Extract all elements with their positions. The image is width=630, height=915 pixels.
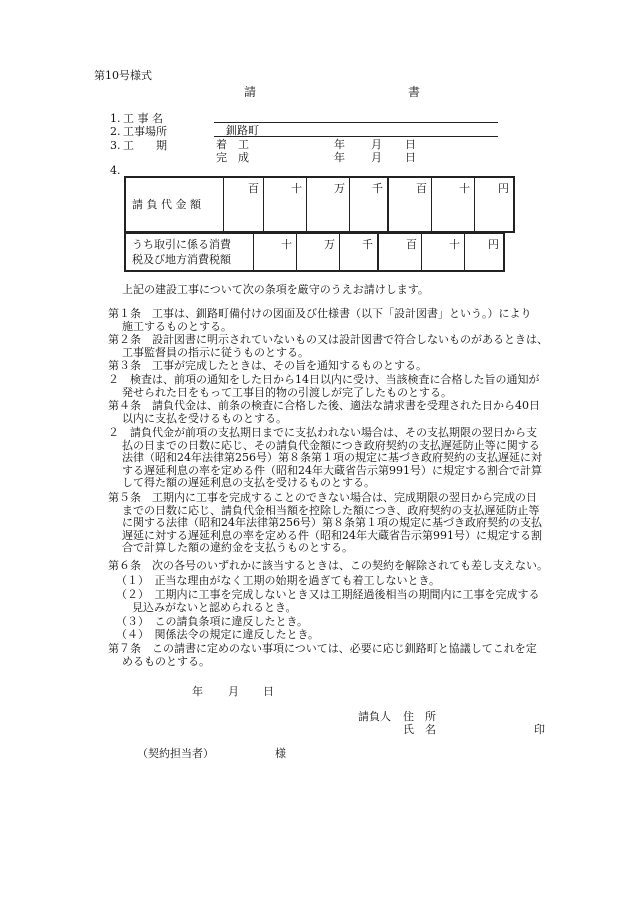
contract-amount-label: 請 負 代 金 額 [125, 177, 224, 232]
seal-mark: 印 [534, 723, 545, 736]
period-start-month: 月 [371, 138, 382, 151]
signer-name-label: 氏 名 [403, 723, 436, 736]
signer-address-label: 住 所 [403, 710, 436, 723]
sub-item-4: （４） 関係法令の規定に違反したとき。 [116, 628, 320, 641]
tax-unit-juu-man: 十 [254, 233, 297, 271]
article-5-line-2: までの日数に応じ、請負代金相当額を控除した額につき、政府契約の支払遅延防止等 [122, 503, 540, 517]
article-3-line-1: 第３条 工事が完成したときは、その旨を通知するものとする。 [108, 359, 427, 372]
article-4-p2-line-5: して得た額の遅延利息の支払を受けるものとする。 [122, 476, 375, 489]
tax-unit-sen: 千 [340, 233, 379, 271]
unit-juu: 十 [432, 177, 475, 232]
article-5-line-5: 合で計算した額の違約金を支払うものとする。 [122, 541, 353, 554]
article-3-p2-line-2: 発せられた日をもって工事目的物の引渡しが完了したものとする。 [122, 385, 452, 399]
article-4-p2-line-1: ２ 請負代金が前項の支払期日までに支払われない場合は、その支払期限の翌日から支 [108, 426, 537, 439]
period-end-day: 日 [405, 151, 416, 164]
article-5-line-3: に関する法律（昭和24年法律第256号）第８条第１項の規定に基づき政府契約の支払 [122, 516, 542, 529]
item-3-label: 工 期 [123, 139, 167, 152]
period-start-day: 日 [405, 138, 416, 151]
item-1-label: 工 事 名 [123, 112, 163, 125]
article-4-p2-line-2: 払の日までの日数に応じ、その請負代金額につき政府契約の支払遅延防止等に関する [122, 438, 540, 452]
period-end-label: 完 成 [216, 151, 249, 164]
date-month: 月 [228, 685, 239, 698]
article-5-line-1: 第５条 工期内に工事を完成することのできない場合は、完成期限の翌日から完成の日 [108, 491, 537, 504]
unit-man: 万 [307, 177, 350, 232]
consumption-tax-label-line1: うち取引に係る消費 [132, 238, 231, 251]
article-1-line-1: 第１条 工事は、釧路町備付けの図面及び仕様書（以下「設計図書」という。）により [108, 307, 532, 320]
project-name-line [214, 122, 498, 123]
consumption-tax-table [124, 232, 505, 272]
article-4-line-2: 以内に支払を受けるものとする。 [122, 411, 287, 425]
contract-officer-honorific: 様 [275, 747, 286, 760]
period-start-label: 着 工 [216, 138, 249, 151]
consumption-tax-label-line2: 税及び地方消費税額 [132, 253, 231, 266]
project-location-value: 釧路町 [226, 124, 259, 137]
tax-unit-juu: 十 [422, 233, 465, 271]
item-2-number: 2. [110, 125, 121, 138]
item-4-number: 4. [110, 164, 121, 177]
tax-unit-yen: 円 [465, 233, 505, 271]
document-title-left: 請 [244, 85, 257, 99]
article-4 [108, 400, 596, 425]
sub-item-1: （１） 正当な理由がなく工期の始期を過ぎても着工しないとき。 [116, 574, 441, 587]
article-4-p2-line-3: 法律（昭和24年法律第256号）第８条第１項の規定に基づき政府契約の支払遅延に対 [122, 451, 542, 464]
article-1 [108, 308, 596, 333]
article-5-line-4: 遅延に対する遅延利息の率を定める件（昭和24年大蔵省告示第991号）に規定する割 [122, 528, 542, 542]
sub-item-2-line-2: 見込みがないと認められるとき。 [132, 601, 297, 614]
contract-amount-table [124, 176, 515, 233]
form-number: 第10号様式 [94, 69, 152, 82]
signer-role: 請負人 [358, 710, 391, 723]
period-end-month: 月 [371, 151, 382, 164]
tax-unit-hyaku: 百 [378, 233, 422, 271]
project-location-line [214, 136, 498, 137]
contract-officer-label: （契約担当者） [137, 747, 214, 760]
tax-unit-man: 万 [297, 233, 340, 271]
article-5 [108, 492, 596, 555]
period-end-year: 年 [334, 151, 345, 164]
unit-hyaku-man: 百 [224, 177, 264, 232]
article-2-line-2: 工事監督員の指示に従うものとする。 [122, 345, 309, 359]
article-6-line-1: 第６条 次の各号のいずれかに該当するときは、この契約を解除されても差し支えない。 [108, 559, 548, 572]
unit-yen: 円 [475, 177, 515, 232]
article-3 [108, 360, 596, 373]
consumption-tax-label [125, 233, 254, 271]
period-start-year: 年 [334, 138, 345, 151]
article-4-line-1: 第４条 請負代金は、前条の検査に合格した後、適法な請求書を受理された日から40日 [108, 399, 540, 412]
item-3-number: 3. [110, 139, 121, 152]
article-1-line-2: 施工するものとする。 [122, 319, 232, 333]
sub-item-3: （３） この請負条項に違反したとき。 [116, 615, 309, 628]
article-3-paragraph-2 [108, 374, 596, 399]
unit-hyaku: 百 [388, 177, 432, 232]
intro-statement: 上記の建設工事について次の条項を厳守のうえお請けします。 [122, 283, 429, 296]
sub-item-2-line-1: （２） 工期内に工事を完成しないとき又は工期経過後相当の期間内に工事を完成する [116, 588, 540, 601]
article-4-paragraph-2 [108, 427, 596, 490]
document-title-right: 書 [408, 85, 421, 99]
article-2-line-1: 第２条 設計図書に明示されていないもの又は設計図書で符合しないものがあるときは、 [108, 333, 548, 346]
date-year: 年 [192, 685, 203, 698]
article-2 [108, 334, 596, 359]
article-3-p2-line-1: ２ 検査は、前項の通知をした日から14日以内に受け、当該検査に合格した旨の通知が [108, 373, 540, 386]
item-2-label: 工事場所 [123, 125, 167, 138]
article-7-line-1: 第７条 この請書に定めのない事項については、必要に応じ釧路町と協議してこれを定 [108, 642, 537, 655]
item-1-number: 1. [110, 112, 121, 125]
unit-juu-man: 十 [264, 177, 307, 232]
article-6 [108, 560, 596, 573]
unit-sen: 千 [350, 177, 389, 232]
date-day: 日 [263, 685, 274, 698]
article-4-p2-line-4: する遅延利息の率を定める件（昭和24年大蔵省告示第991号）に規定する割合で計算 [122, 463, 542, 477]
article-7-line-2: めるものとする。 [122, 654, 210, 668]
article-7 [108, 643, 596, 668]
